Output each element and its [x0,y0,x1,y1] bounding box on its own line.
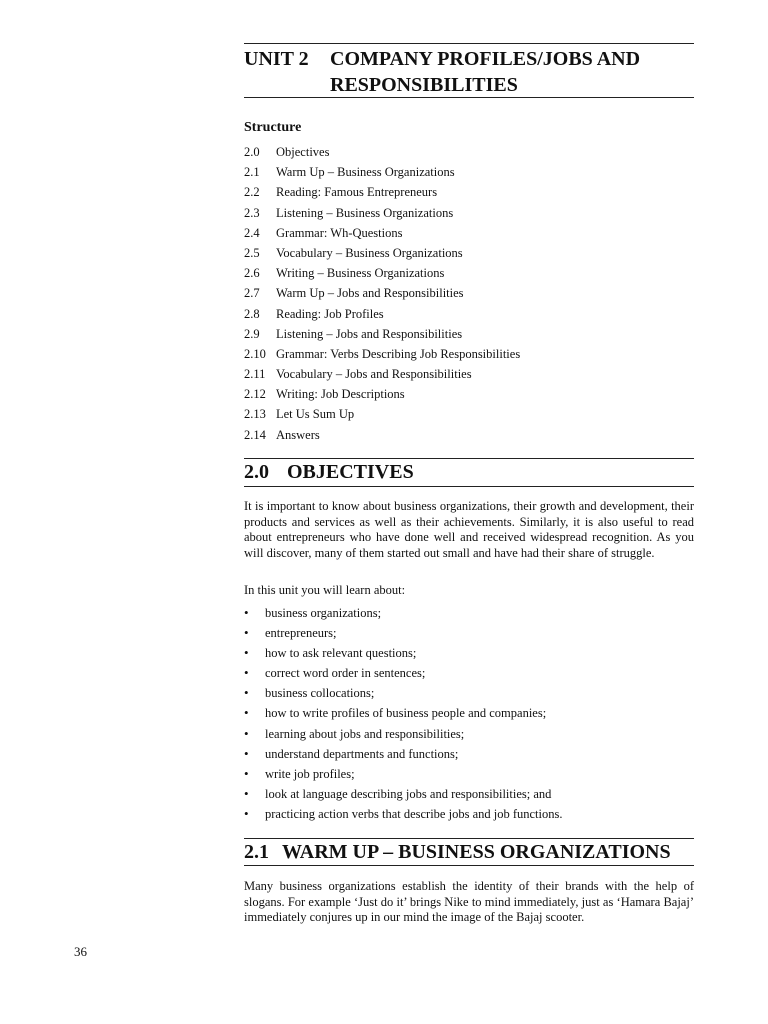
warmup-top-rule [244,838,694,839]
objective-bullet [244,645,694,665]
bullet-dot: • [244,605,249,620]
structure-item-number: 2.9 [244,326,260,341]
warmup-bottom-rule [244,865,694,866]
objective-bullet [244,665,694,685]
objective-bullet [244,605,694,625]
structure-item-label: Writing: Job Descriptions [276,387,405,402]
objectives-heading [244,460,694,484]
structure-item-number: 2.3 [244,205,260,220]
structure-item-label: Answers [276,427,320,442]
bullet-dot: • [244,625,249,641]
objective-bullet-text: business collocations; [265,686,375,701]
objective-bullet-text: business organizations; [265,606,382,620]
bullet-dot: • [244,805,249,821]
objective-bullet-text: understand departments and functions; [265,746,459,761]
warmup-number: 2.1 [244,841,269,863]
structure-item [244,285,694,305]
structure-item-label: Let Us Sum Up [276,407,355,422]
structure-item-label: Grammar: Verbs Describing Job Responsibilities [276,346,521,361]
bullet-dot: • [244,725,249,741]
structure-item-label: Vocabulary – Business Organizations [276,245,463,260]
structure-list [244,144,694,447]
structure-item-label: Objectives [276,145,330,159]
bullet-dot: • [244,765,249,781]
warmup-paragraph: Many business organizations establish the identity of their brands with the help of slogans. For example ‘Just do it’ brings Nike to mind immediately, just as ‘Hamara Bajaj’ immediately conjures up in our mind the image of the Bajaj scooter. [244,879,694,924]
warmup-heading [244,840,694,864]
bullet-dot: • [244,785,249,801]
objective-bullet [244,786,694,806]
structure-item [244,265,694,285]
objective-bullet-text: write job profiles; [265,766,355,781]
objectives-bullet-list [244,605,694,826]
structure-item [244,326,694,346]
structure-item-number: 2.5 [244,245,260,260]
objectives-top-rule [244,458,694,459]
structure-item [244,386,694,406]
structure-item [244,184,694,204]
unit-number: UNIT 2 [244,48,309,70]
objectives-title: OBJECTIVES [287,461,414,483]
unit-title [244,46,694,98]
structure-item [244,245,694,265]
structure-item [244,225,694,245]
objective-bullet [244,766,694,786]
structure-item-label: Warm Up – Jobs and Responsibilities [276,286,464,301]
bullet-dot: • [244,665,249,681]
structure-item [244,427,694,447]
structure-item-label: Listening – Business Organizations [276,205,454,220]
structure-item [244,346,694,366]
structure-item-number: 2.14 [244,427,266,442]
objectives-paragraph: It is important to know about business organizations, their growth and development, their products and services as well as their achievements. Similarly, it is also useful to read about entrepreneurs who have done well and received widespread recognition. As you will discover, many of them started out small and have had their share of struggle. [244,499,694,560]
objective-bullet-text: correct word order in sentences; [265,666,426,681]
structure-item-label: Reading: Famous Entrepreneurs [276,185,438,200]
structure-item-number: 2.10 [244,346,266,361]
objectives-intro: In this unit you will learn about: [244,583,406,597]
structure-item [244,205,694,225]
structure-item [244,164,694,184]
page-number: 36 [74,944,87,959]
structure-item [244,406,694,426]
structure-item-number: 2.4 [244,225,260,240]
structure-item [244,366,694,386]
objective-bullet [244,746,694,766]
structure-item-label: Writing – Business Organizations [276,266,445,281]
bullet-dot: • [244,645,249,661]
objective-bullet [244,625,694,645]
bullet-dot: • [244,685,249,701]
structure-item-label: Grammar: Wh-Questions [276,225,403,240]
unit-title-text: COMPANY PROFILES/JOBS AND RESPONSIBILITIES [330,48,641,96]
title-bottom-rule [244,97,694,98]
objective-bullet [244,726,694,746]
objective-bullet-text: look at language describing jobs and responsibilities; and [265,786,552,801]
objectives-number: 2.0 [244,461,269,483]
structure-heading: Structure [244,120,302,135]
structure-item-number: 2.0 [244,145,260,159]
objective-bullet [244,705,694,725]
objectives-bottom-rule [244,486,694,487]
structure-item-number: 2.12 [244,387,266,402]
objective-bullet-text: learning about jobs and responsibilities; [265,726,465,741]
structure-item-number: 2.6 [244,266,260,281]
structure-item-label: Warm Up – Business Organizations [276,165,455,180]
objective-bullet-text: how to ask relevant questions; [265,646,417,661]
structure-item-label: Listening – Jobs and Responsibilities [276,326,463,341]
objective-bullet-text: how to write profiles of business people and companies; [265,706,547,721]
structure-item-label: Reading: Job Profiles [276,306,384,321]
structure-item-number: 2.1 [244,165,260,180]
objective-bullet [244,685,694,705]
bullet-dot: • [244,705,249,721]
structure-item-number: 2.11 [244,367,266,382]
structure-item-number: 2.8 [244,306,260,321]
warmup-title: WARM UP – BUSINESS ORGANIZATIONS [282,841,671,863]
objective-bullet-text: entrepreneurs; [265,626,337,641]
structure-item [244,144,694,164]
structure-item-number: 2.7 [244,286,260,301]
objective-bullet-text: practicing action verbs that describe jobs and job functions. [265,806,563,821]
structure-item-number: 2.2 [244,185,260,200]
structure-item-label: Vocabulary – Jobs and Responsibilities [276,367,472,382]
bullet-dot: • [244,745,249,761]
structure-item-number: 2.13 [244,407,266,422]
title-top-rule [244,43,694,44]
objective-bullet [244,806,694,826]
structure-item [244,306,694,326]
